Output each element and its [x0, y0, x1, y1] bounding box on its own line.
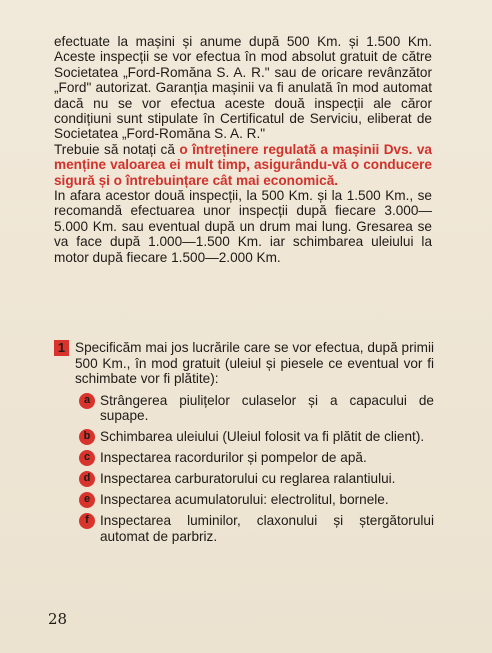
item-marker-a: a: [79, 393, 95, 409]
service-list-section: [54, 340, 434, 549]
list-item: [79, 492, 434, 508]
item-text: Schimbarea uleiului (Uleiul folosit va fi plătit de client).: [100, 428, 425, 444]
maintenance-note-lead: Trebuie să notați că: [54, 141, 180, 157]
item-text: Strângerea piulițelor culaselor și a capacului de supape.: [100, 392, 434, 424]
list-item: [79, 450, 434, 466]
body-text: [54, 34, 432, 265]
maintenance-note-highlight: o întreținere regulată a mașinii Dvs. va menține valoarea ei mult timp, asigurându-vă o conducere sigură și o întrebuințare cât mai economică.: [54, 141, 432, 188]
item-text: Inspectarea racordurilor și pompelor de apă.: [100, 449, 367, 465]
section-heading: [54, 340, 434, 387]
paragraph-maintenance-note: [54, 142, 432, 188]
item-marker-f: f: [79, 513, 95, 529]
item-text: Inspectarea acumulatorului: electrolitul, bornele.: [100, 491, 389, 507]
list-item: [79, 513, 434, 544]
item-marker-b: b: [79, 429, 95, 445]
section-number-badge: 1: [54, 340, 69, 356]
item-text: Inspectarea luminilor, claxonului și ștergătorului automat de parbriz.: [100, 512, 434, 544]
section-intro: Specificăm mai jos lucrările care se vor efectua, după primii 500 Km., în mod gratuit (uleiul și piesele ce eventual vor fi schimbate vor fi plătite):: [75, 340, 434, 387]
item-marker-c: c: [79, 450, 95, 466]
list-item: [79, 393, 434, 424]
item-text: Inspectarea carburatorului cu reglarea ralantiului.: [100, 470, 396, 486]
item-marker-e: e: [79, 492, 95, 508]
list-item: [79, 429, 434, 445]
paragraph-recommended-inspections: In afara acestor două inspecții, la 500 Km. și la 1.500 Km., se recomandă efectuarea unor inspecții după fiecare 3.000—5.000 Km. sau eventual după un drum mai lung. Gresarea se va face după 1.000—1.500 Km. iar schimbarea uleiului la motor după fiecare 1.500—2.000 Km.: [54, 188, 432, 265]
item-marker-d: d: [79, 471, 95, 487]
list-item: [79, 471, 434, 487]
paragraph-inspections: efectuate la mașini și anume după 500 Km. și 1.500 Km. Aceste inspecții se vor efectua în mod absolut gratuit de către Societatea „Ford-Romăna S. A. R." sau de oricare revânzător „Ford" autorizat. Garanția mașinii va fi anulată în mod automat dacă nu se vor efectua aceste două inspecții ale căror condițiuni sunt stipulate în Certificatul de Serviciu, eliberat de Societatea „Ford-Romăna S. A. R.": [54, 34, 432, 142]
service-items: [79, 393, 434, 544]
page-number: 28: [48, 610, 68, 628]
